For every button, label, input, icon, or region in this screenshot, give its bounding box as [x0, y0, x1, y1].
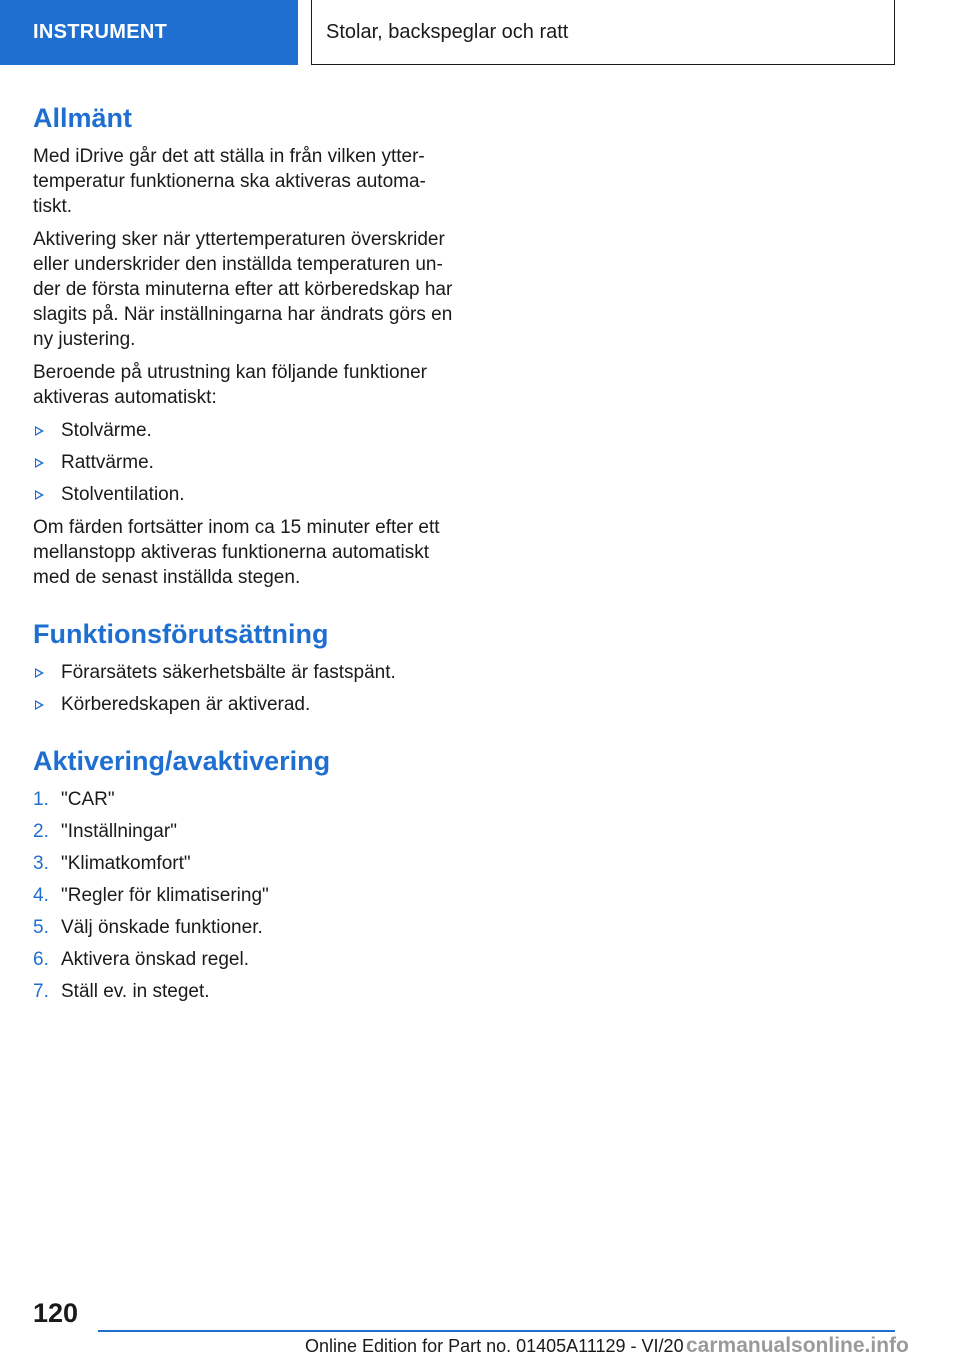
heading-funktionsforutsattning: Funktionsförutsättning [33, 619, 329, 649]
step-number: 1. [33, 789, 49, 810]
watermark: carmanualsonline.info [686, 1334, 909, 1357]
heading-allmant: Allmänt [33, 103, 133, 133]
step-item: 5. Välj önskade funktioner. [33, 917, 263, 938]
paragraph: Om färden fortsätter inom ca 15 minuter efter ett mellanstopp aktiveras funktionerna automatiskt med de senast inställda stegen. [33, 517, 440, 588]
step-item: 6. Aktivera önskad regel. [33, 949, 249, 970]
steps-list [33, 787, 453, 1004]
step-number: 7. [33, 981, 49, 1002]
triangle-bullet-icon [35, 490, 44, 500]
list-item: Stolvärme. [33, 418, 453, 443]
step-item: 2. "Inställningar" [33, 821, 177, 842]
step-item: 4. "Regler för klimatisering" [33, 885, 269, 906]
step-number: 2. [33, 821, 49, 842]
feature-list [33, 418, 453, 507]
page-number: 120 [33, 1298, 79, 1328]
chapter-header [311, 0, 895, 65]
triangle-bullet-icon [35, 426, 44, 436]
step-item: 1. "CAR" [33, 789, 115, 810]
paragraph: Beroende på utrustning kan följande funktioner aktiveras automatiskt: [33, 362, 427, 408]
step-number: 3. [33, 853, 49, 874]
list-item: Rattvärme. [33, 450, 453, 475]
triangle-bullet-icon [35, 700, 44, 710]
heading-aktivering: Aktivering/avaktivering [33, 746, 331, 776]
requirements-list [33, 660, 453, 717]
section-label: INSTRUMENT [33, 21, 168, 43]
step-item: 7. Ställ ev. in steget. [33, 981, 210, 1002]
paragraph: Med iDrive går det att ställa in från vilken ytter-temperatur funktionerna ska aktiveras automa-tiskt. [33, 146, 426, 217]
chapter-title: Stolar, backspeglar och ratt [326, 20, 569, 43]
triangle-bullet-icon [35, 668, 44, 678]
list-item: Körberedskapen är aktiverad. [33, 692, 453, 717]
footer-divider [98, 1330, 895, 1332]
edition-text: Online Edition for Part no. 01405A11129 - VI/20 [305, 1336, 684, 1356]
triangle-bullet-icon [35, 458, 44, 468]
list-item: Förarsätets säkerhetsbälte är fastspänt. [33, 660, 453, 685]
step-item: 3. "Klimatkomfort" [33, 853, 191, 874]
list-item: Stolventilation. [33, 482, 453, 507]
step-number: 6. [33, 949, 49, 970]
section-tab [0, 0, 298, 65]
step-number: 4. [33, 885, 49, 906]
step-number: 5. [33, 917, 49, 938]
paragraph: Aktivering sker när yttertemperaturen överskrider eller underskrider den inställda temperaturen un-der de första minuterna efter att körberedskap har slagits på. När inställningarna har ändrats görs en ny justering. [33, 229, 453, 350]
page-content [33, 100, 453, 1012]
